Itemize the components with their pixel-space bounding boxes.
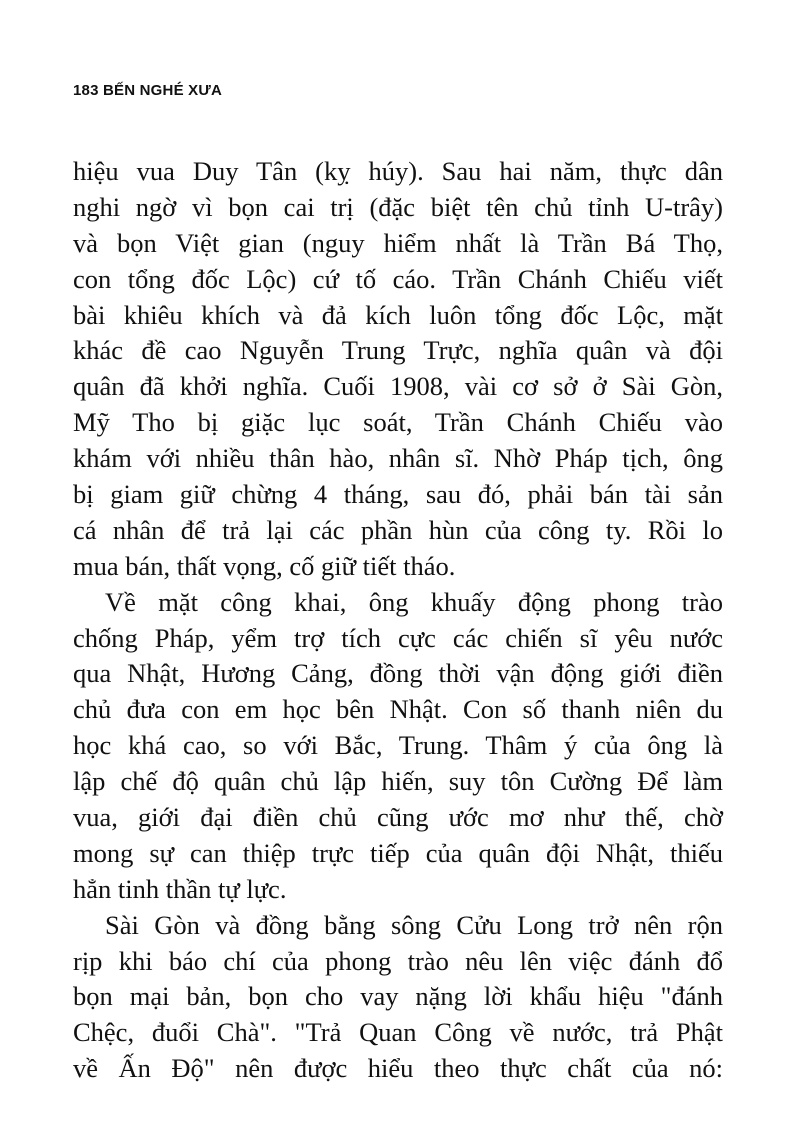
text-line: rịp khi báo chí của phong trào nêu lên việc đánh đổ (73, 945, 723, 976)
text-line: mua bán, thất vọng, cố giữ tiết tháo. (73, 550, 456, 581)
body-text (73, 154, 723, 1087)
text-line: quân đã khởi nghĩa. Cuối 1908, vài cơ sở ở Sài Gòn, (73, 371, 723, 402)
text-line: Sài Gòn và đồng bằng sông Cửu Long trở nên rộn (105, 909, 723, 940)
text-line: lập chế độ quân chủ lập hiến, suy tôn Cường Để làm (73, 766, 723, 797)
text-line: con tổng đốc Lộc) cứ tố cáo. Trần Chánh Chiếu viết (73, 263, 723, 294)
text-line: Về mặt công khai, ông khuấy động phong trào (105, 586, 723, 617)
text-line: Mỹ Tho bị giặc lục soát, Trần Chánh Chiếu vào (73, 407, 723, 438)
text-line: qua Nhật, Hương Cảng, đồng thời vận động giới điền (73, 658, 723, 689)
text-line: bị giam giữ chừng 4 tháng, sau đó, phải bán tài sản (73, 479, 723, 510)
text-line: hiệu vua Duy Tân (kỵ húy). Sau hai năm, thực dân (73, 156, 723, 186)
text-line: Chệc, đuổi Chà". "Trả Quan Công về nước, trả Phật (73, 1017, 723, 1048)
text-line: khám với nhiều thân hào, nhân sĩ. Nhờ Pháp tịch, ông (73, 443, 723, 474)
text-line: chống Pháp, yểm trợ tích cực các chiến sĩ yêu nước (73, 622, 723, 653)
text-line: chủ đưa con em học bên Nhật. Con số thanh niên du (73, 694, 723, 725)
text-line: bài khiêu khích và đả kích luôn tổng đốc Lộc, mặt (73, 299, 723, 330)
text-line: cá nhân để trả lại các phần hùn của công ty. Rồi lo (73, 514, 723, 545)
text-line: vua, giới đại điền chủ cũng ước mơ như thế, chờ (73, 802, 723, 833)
text-line: học khá cao, so với Bắc, Trung. Thâm ý của ông là (73, 730, 723, 761)
text-line: về Ấn Độ" nên được hiểu theo thực chất của nó: (73, 1053, 723, 1084)
text-line: khác đề cao Nguyễn Trung Trực, nghĩa quân và đội (73, 335, 723, 366)
running-head: 183 BẾN NGHÉ XƯA (73, 82, 223, 99)
text-line: nghi ngờ vì bọn cai trị (đặc biệt tên chủ tỉnh U-trây) (73, 191, 723, 222)
text-line: bọn mại bản, bọn cho vay nặng lời khẩu hiệu "đánh (73, 981, 723, 1012)
text-line: và bọn Việt gian (nguy hiểm nhất là Trần Bá Thọ, (73, 227, 723, 258)
text-line: mong sự can thiệp trực tiếp của quân đội Nhật, thiếu (73, 837, 723, 868)
text-line: hẳn tinh thần tự lực. (73, 873, 287, 904)
